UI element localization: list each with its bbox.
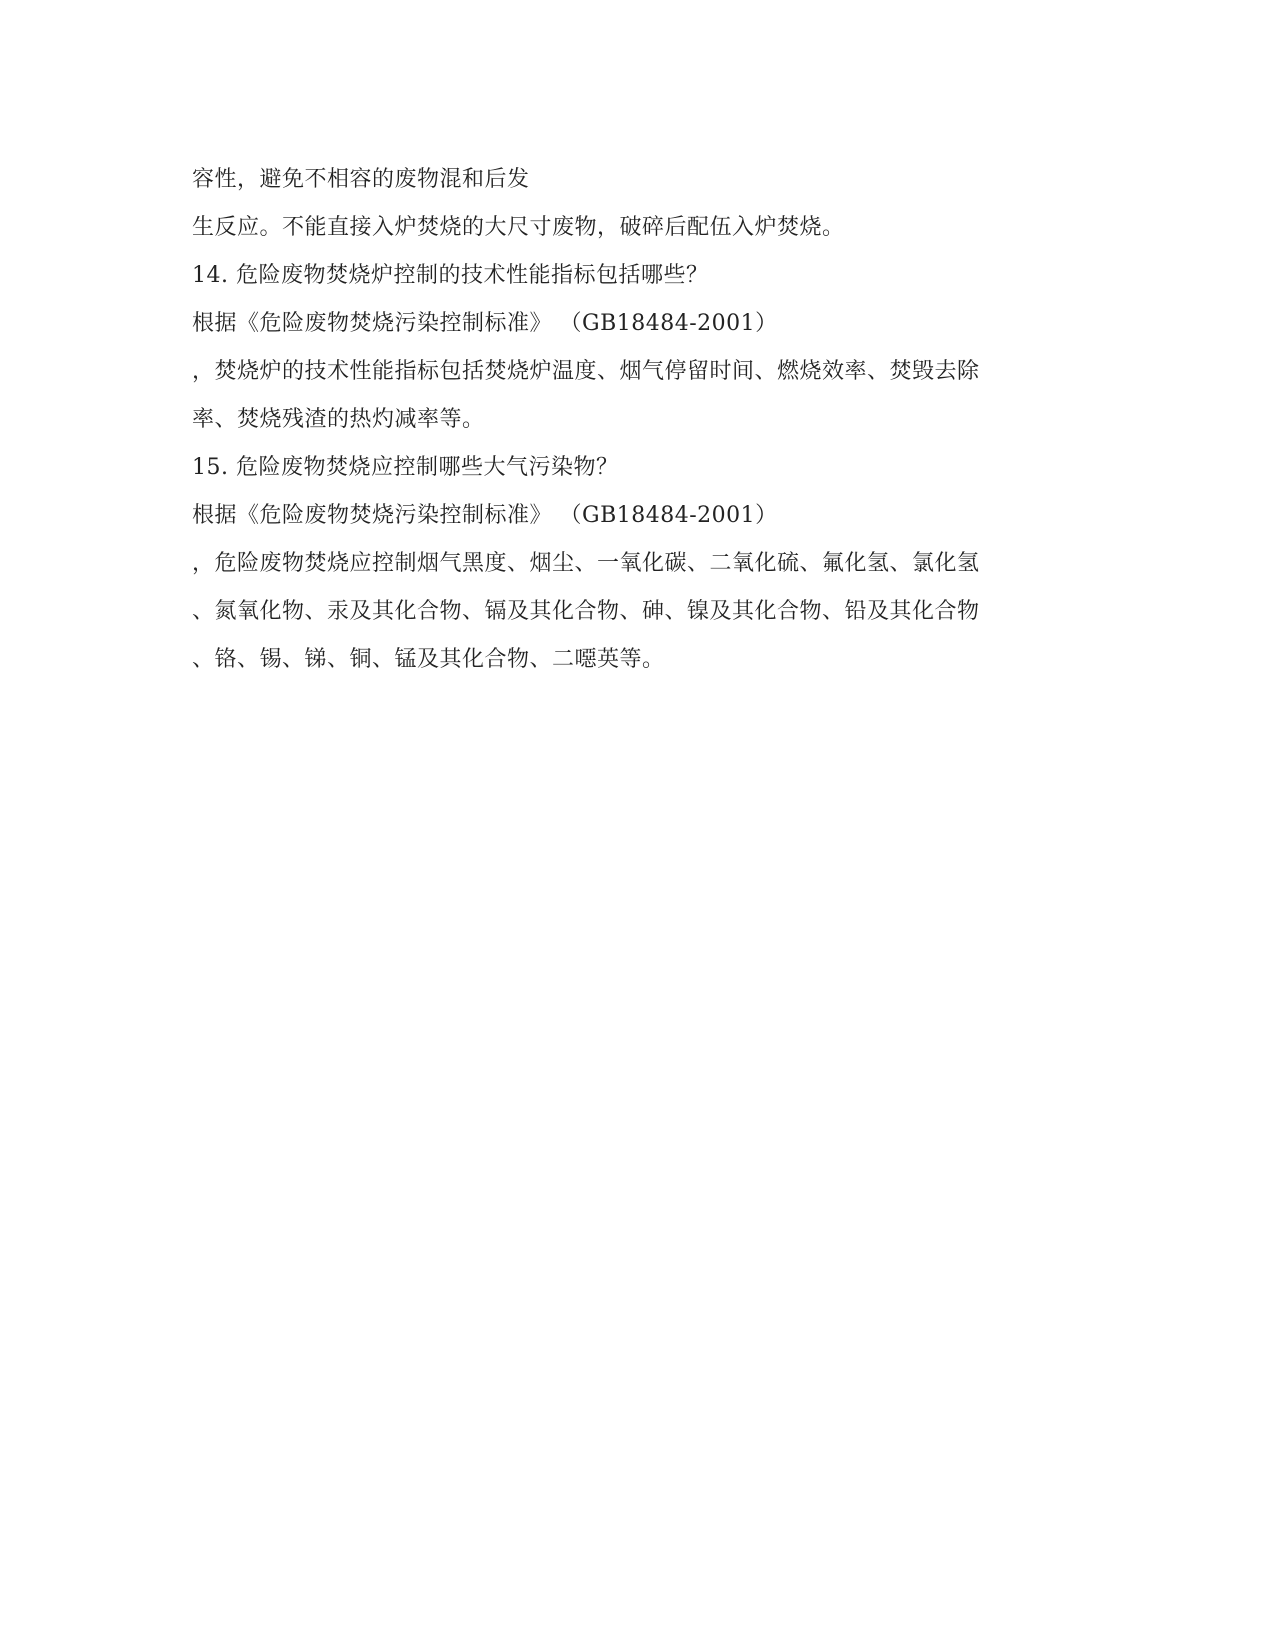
answer-14-reference: 根据《危险废物焚烧污染控制标准》 （GB18484-2001）	[192, 311, 778, 336]
answer-15-text: ，危险废物焚烧应控制烟气黑度、烟尘、一氧化碳、二氧化硫、氟化氢、氯化氢	[192, 551, 980, 576]
answer-14-text: 率、焚烧残渣的热灼减率等。	[192, 407, 485, 432]
answer-14-text: ，焚烧炉的技术性能指标包括焚烧炉温度、烟气停留时间、燃烧效率、焚毁去除	[192, 359, 980, 384]
answer-15-text: 、铬、锡、锑、铜、锰及其化合物、二噁英等。	[192, 647, 665, 672]
answer-15-text: 、氮氧化物、汞及其化合物、镉及其化合物、砷、镍及其化合物、铅及其化合物	[192, 599, 980, 624]
answer-15-reference: 根据《危险废物焚烧污染控制标准》 （GB18484-2001）	[192, 503, 778, 528]
text-line-continuation: 生反应。不能直接入炉焚烧的大尺寸废物，破碎后配伍入炉焚烧。	[192, 215, 845, 240]
text-line-continuation: 容性，避免不相容的废物混和后发	[192, 167, 530, 192]
question-15-heading: 15. 危险废物焚烧应控制哪些大气污染物？	[192, 455, 619, 480]
question-14-heading: 14. 危险废物焚烧炉控制的技术性能指标包括哪些？	[192, 263, 709, 288]
document-body	[192, 156, 1072, 684]
